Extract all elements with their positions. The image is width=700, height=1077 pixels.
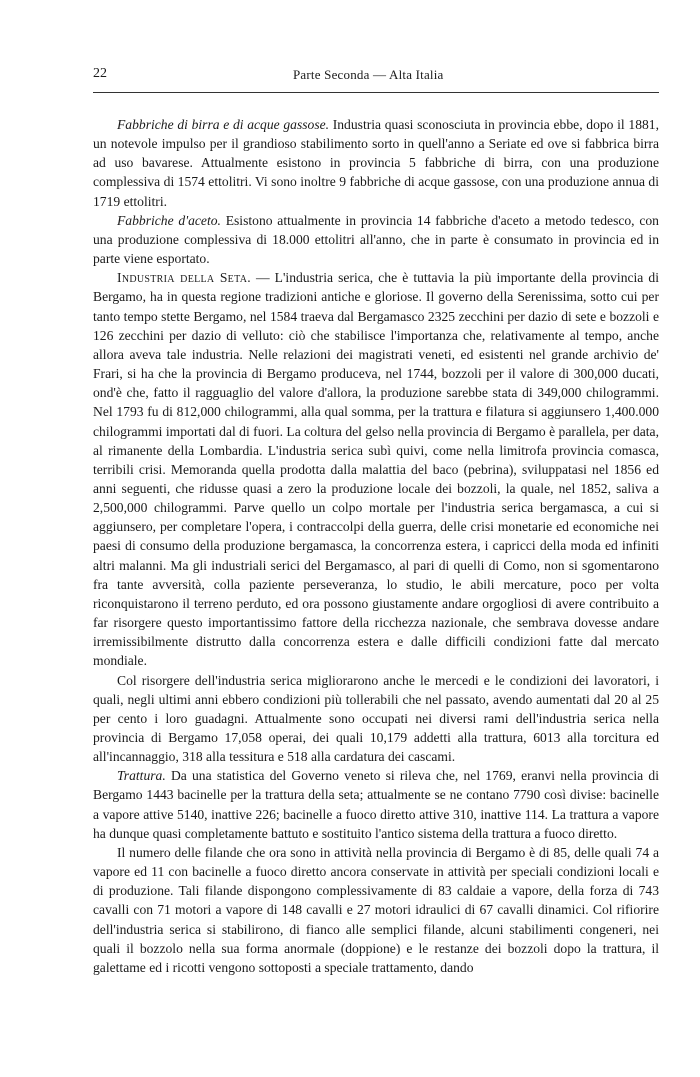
paragraph-heading: Fabbriche d'aceto. (117, 212, 221, 228)
running-title: Parte Seconda — Alta Italia (293, 67, 444, 82)
page-number: 22 (93, 66, 107, 81)
paragraph-birra (93, 115, 659, 211)
body-text (93, 115, 659, 977)
paragraph-text: Col risorgere dell'industria serica migliorarono anche le mercedi e le condizioni dei lavoratori, i quali, negli ultimi anni ebbero condizioni più tollerabili che nel passato, avendo aumentati dal 20 al 25 per cento i loro guadagni. Attualmente sono occupati nei diversi rami dell'industria serica nella provincia di Bergamo 17,058 operai, dei quali 10,179 addetti alla trattura, 6013 alla torcitura ed all'incannaggio, 318 alla tessitura e 518 alla cardatura dei cascami. (93, 672, 659, 765)
paragraph-text: Da una statistica del Governo veneto si rileva che, nel 1769, eranvi nella provincia di Bergamo 1443 bacinelle per la trattura della seta; attualmente se ne contano 7790 così divise: bacinelle a vapore attive 5140, inattive 226; bacinelle a fuoco diretto attive 310, inattive 114. La trattura a vapore ha dunque quasi completamente battuto e sostituito l'antico sistema della trattura a fuoco diretto. (93, 768, 659, 841)
paragraph-text: — L'industria serica, che è tuttavia la più importante della provincia di Bergamo, ha in questa regione tradizioni antiche e gloriose. Il governo della Serenissima, sotto cui per tanto tempo stette Bergamo, nel 1584 traeva dal Bergamasco 2325 zecchini per dazio di sete e bozzoli e 126 zecchini per dazio di velluto: ciò che stabilisce l'importanza che, relativamente al tempo, anche allora aveva tale industria. Nelle relazioni dei magistrati veneti, ed esistenti nel grande archivio de' Frari, si ha che la provincia di Bergamo produceva, nel 1744, bozzoli per il valore di 300,000 ducati, ond'è che, fatto il ragguaglio del valore d'allora, la produzione sarebbe stata di 349,000 chilogrammi. Nel 1793 fu di 812,000 chilogrammi, alla qual somma, per la trattura e filatura si aggiunsero 1,400.000 chilogrammi importati dal di fuori. La coltura del gelso nella provincia di Bergamo è parallela, per data, al rimanente della Lombardia. L'industria serica subì quivi, come nella limitrofa provincia comasca, terribili crisi. Memoranda quella prodotta dalla malattia del baco (pebrina), sviluppatasi nel 1856 ed anni seguenti, che ridusse quasi a zero la produzione locale dei bozzoli, la quale, nel 1852, saliva a 2,500,000 chilogrammi. Parve quello un colpo mortale per l'industria serica bergamasca, a cui si aggiunsero, per completare l'opera, i contraccolpi della guerra, delle crisi monetarie ed economiche nei paesi di consumo della produzione bergamasca, la concorrenza estera, i capricci della moda ed infiniti altri malanni. Ma gli industriali serici del Bergamasco, al pari di quelli di Como, non si sgomentarono fra tante avversità, colla paziente perseveranza, lo studio, le abili mercature, poco per volta riconquistarono il terreno perduto, ed ora possono giustamente andare orgogliosi di avere contribuito a far risorgere questo importantissimo fattore della ricchezza nazionale, che sembrava dovesse andare irremissibilmente distrutto dalla concorrenza estera e dalle difficili condizioni fatte dal mercato mondiale. (93, 270, 659, 669)
paragraph-heading: Fabbriche di birra e di acque gassose. (117, 117, 330, 132)
header-rule (93, 92, 659, 93)
paragraph-aceto (93, 211, 659, 268)
paragraph-text: Esistono attualmente in provincia 14 fabbriche d'aceto a metodo tedesco, con una produzione complessiva di 18.000 ettolitri all'anno, che in parte è consumato in provincia ed in parte viene esportato. (93, 212, 659, 267)
paragraph-heading: Trattura. (117, 768, 166, 784)
paragraph-lavoratori (93, 671, 659, 767)
section-heading: Industria della Seta. (117, 270, 251, 286)
paragraph-text: Il numero delle filande che ora sono in attività nella provincia di Bergamo è di 85, delle quali 74 a vapore ed 11 con bacinelle a fuoco diretto ancora conservate in attività per speciali condizioni locali e di produzione. Tali filande dispongono complessivamente di 83 caldaie a vapore, della forza di 743 cavalli con 71 motori a vapore di 148 cavalli e 27 motori idraulici di 67 cavalli dinamici. Col rifiorire dell'industria serica si stabilirono, di fianco alle semplici filande, alcuni stabilimenti congeneri, nei quali il bozzolo nella sua forma anormale (doppione) e le restanze dei bozzoli dopo la trattura, il galettame ed i ricotti vengono sottoposti a speciale trattamento, dando (93, 844, 659, 975)
paragraph-filande (93, 843, 659, 977)
paragraph-seta (93, 268, 659, 670)
paragraph-trattura (93, 766, 659, 843)
paragraph-text: Industria quasi sconosciuta in provincia ebbe, dopo il 1881, un notevole impulso per il grandioso stabilimento sorto in quell'anno a Seriate ed ove si fabbrica birra ad uso bavarese. Attualmente esistono in provincia 5 fabbriche di birra, con una produzione complessiva di 1574 ettolitri. Vi sono inoltre 9 fabbriche di acque gassose, con una produzione annua di 1719 ettolitri. (93, 117, 659, 209)
